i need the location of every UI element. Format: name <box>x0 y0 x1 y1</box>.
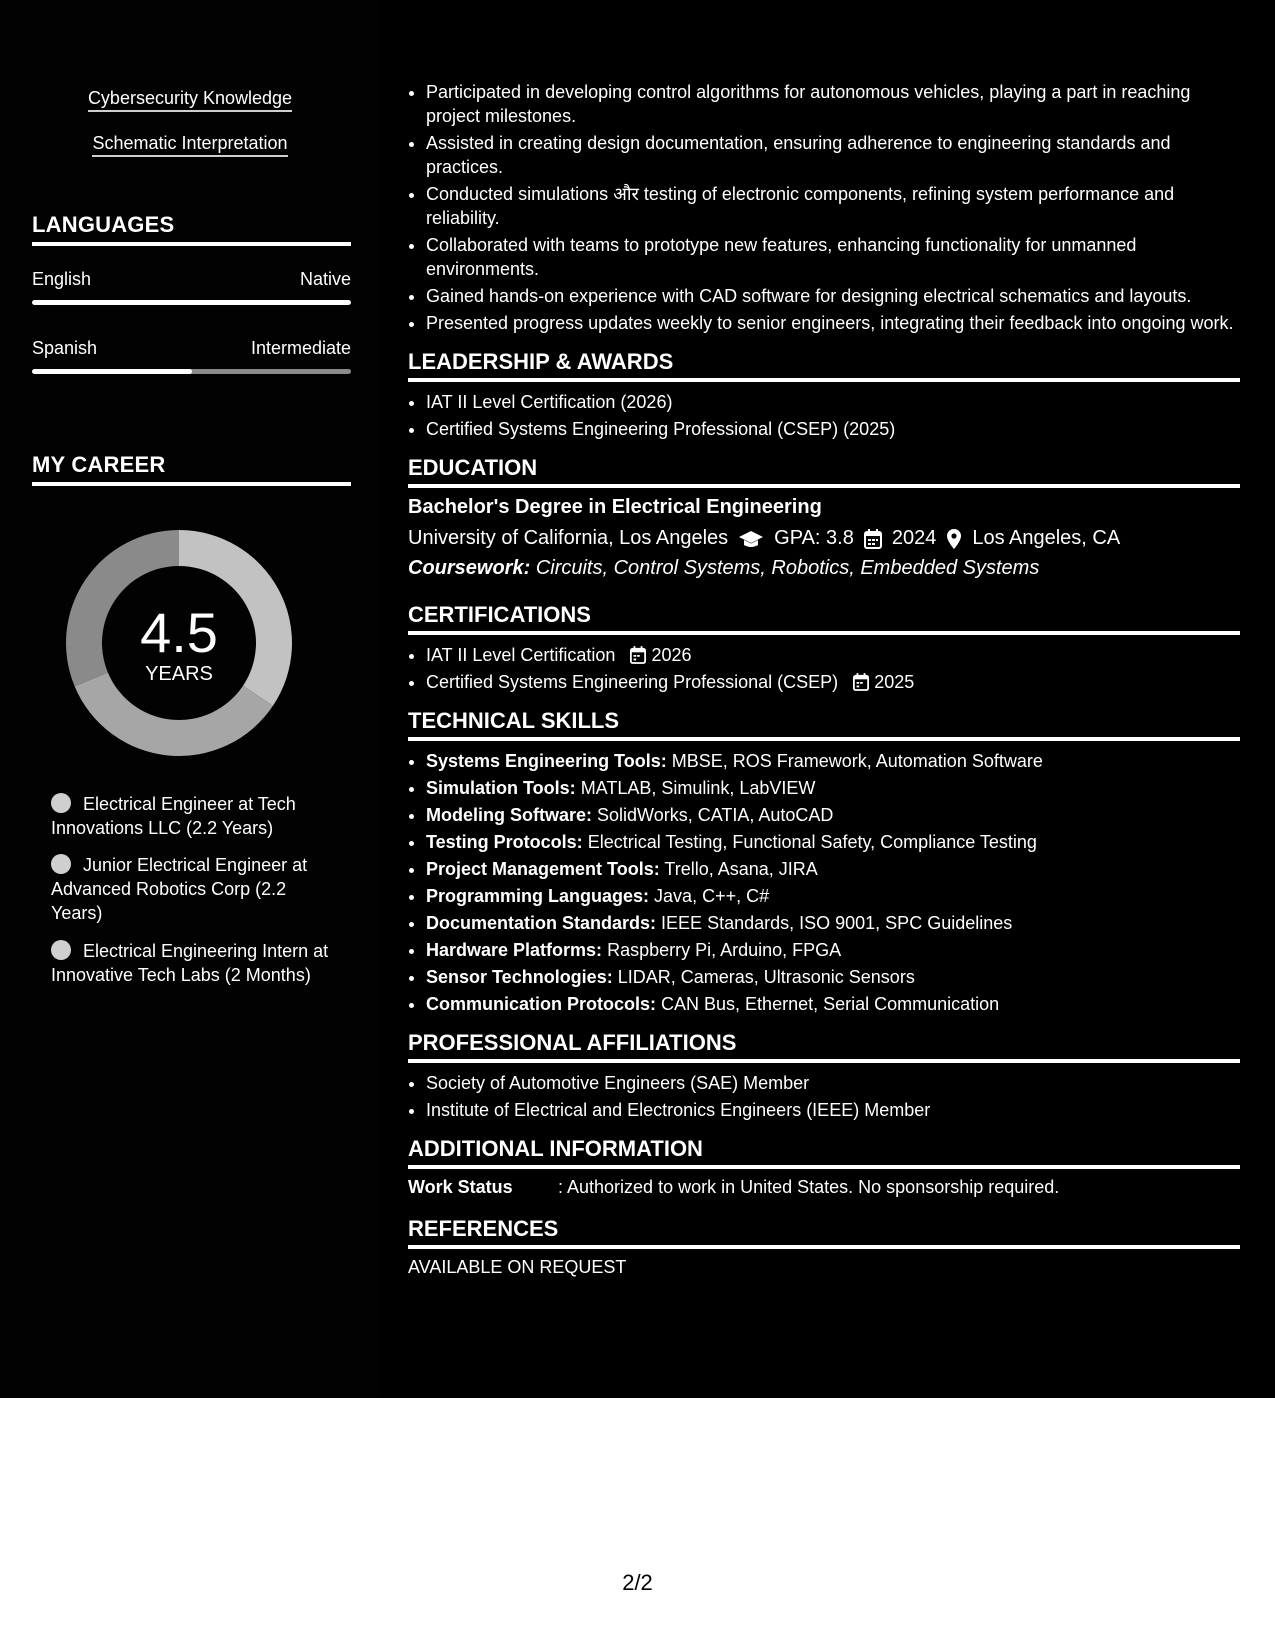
list-item: • Society of Automotive Engineers (SAE) Member <box>426 1071 1240 1095</box>
calendar-icon <box>853 673 869 691</box>
list-item: • Collaborated with teams to prototype new features, enhancing functionality for unmanned environments. <box>426 233 1240 281</box>
language-bar-fill <box>32 369 192 374</box>
main-content <box>408 0 1240 1278</box>
list-item: • Certified Systems Engineering Professional (CSEP) 2025 <box>426 670 1240 694</box>
experience-bullets <box>408 80 1240 335</box>
legend-dot <box>51 854 71 874</box>
language-name: English <box>32 269 92 289</box>
leadership-heading: LEADERSHIP & AWARDS <box>408 349 1240 382</box>
career-years-unit: YEARS <box>145 663 213 685</box>
legend-dot <box>51 940 71 960</box>
calendar-icon <box>864 529 882 549</box>
list-item: • Conducted simulations और testing of electronic components, refining system performance and reliability. <box>426 182 1240 230</box>
references-text: AVAILABLE ON REQUEST <box>408 1257 627 1277</box>
list-item: • Certified Systems Engineering Professional (CSEP) (2025) <box>426 417 1240 441</box>
languages-heading: LANGUAGES <box>32 212 351 246</box>
education-details <box>408 527 1240 550</box>
list-item: • Project Management Tools: Trello, Asana, JIRA <box>426 857 1240 881</box>
technical-skills-list <box>408 749 1240 1016</box>
career-item: Electrical Engineering Intern at Innovative Tech Labs (2 Months) <box>51 941 329 985</box>
school-name: University of California, Los Angeles <box>408 527 729 549</box>
work-status-value: : Authorized to work in United States. No sponsorship required. <box>558 1177 1060 1197</box>
career-item: Junior Electrical Engineer at Advanced Robotics Corp (2.2 Years) <box>51 855 308 923</box>
language-bar-fill <box>32 300 351 305</box>
list-item: • Sensor Technologies: LIDAR, Cameras, Ultrasonic Sensors <box>426 965 1240 989</box>
language-spanish <box>32 338 351 359</box>
list-item: • Presented progress updates weekly to senior engineers, integrating their feedback into ongoing work. <box>426 311 1240 335</box>
career-heading: MY CAREER <box>32 452 351 486</box>
list-item: • Gained hands-on experience with CAD software for designing electrical schematics and layouts. <box>426 284 1240 308</box>
language-english <box>32 269 351 290</box>
list-item: • Simulation Tools: MATLAB, Simulink, LabVIEW <box>426 776 1240 800</box>
list-item: • IAT II Level Certification 2026 <box>426 643 1240 667</box>
references-heading: REFERENCES <box>408 1216 1240 1249</box>
language-level: Intermediate <box>250 338 351 358</box>
skill-link-schematic[interactable]: Schematic Interpretation <box>0 133 380 154</box>
list-item: • Documentation Standards: IEEE Standards, ISO 9001, SPC Guidelines <box>426 911 1240 935</box>
legend-dot <box>51 793 71 813</box>
language-bar-spanish <box>32 369 351 374</box>
affiliations-list <box>408 1071 1240 1122</box>
additional-info-heading: ADDITIONAL INFORMATION <box>408 1136 1240 1169</box>
language-name: Spanish <box>32 338 98 358</box>
skill-link-cybersecurity[interactable]: Cybersecurity Knowledge <box>0 88 380 109</box>
career-item: Electrical Engineer at Tech Innovations LLC (2.2 Years) <box>51 794 296 838</box>
list-item: • Institute of Electrical and Electronics Engineers (IEEE) Member <box>426 1098 1240 1122</box>
graduation-cap-icon <box>738 529 764 549</box>
certifications-heading: CERTIFICATIONS <box>408 602 1240 635</box>
leadership-list <box>408 390 1240 441</box>
list-item: • Programming Languages: Java, C++, C# <box>426 884 1240 908</box>
work-status <box>408 1177 1240 1198</box>
language-bar-english <box>32 300 351 305</box>
gpa: GPA: 3.8 <box>774 527 854 549</box>
list-item: • Participated in developing control algorithms for autonomous vehicles, playing a part in reaching project milestones. <box>426 80 1240 128</box>
career-total-years: 4.5 <box>140 601 218 664</box>
calendar-icon <box>630 646 646 664</box>
list-item: • Communication Protocols: CAN Bus, Ethernet, Serial Communication <box>426 992 1240 1016</box>
coursework: Coursework: Circuits, Control Systems, Robotics, Embedded Systems <box>408 557 1040 579</box>
degree-title: Bachelor's Degree in Electrical Engineering <box>408 496 822 518</box>
page-number: 2/2 <box>622 1570 653 1595</box>
sidebar <box>0 0 380 1398</box>
work-status-label: Work Status <box>408 1177 513 1197</box>
technical-skills-heading: TECHNICAL SKILLS <box>408 708 1240 741</box>
list-item: • Testing Protocols: Electrical Testing, Functional Safety, Compliance Testing <box>426 830 1240 854</box>
certifications-list <box>408 643 1240 694</box>
list-item: • IAT II Level Certification (2026) <box>426 390 1240 414</box>
list-item: • Assisted in creating design documentation, ensuring adherence to engineering standards and practices. <box>426 131 1240 179</box>
language-level: Native <box>299 269 351 289</box>
list-item: • Systems Engineering Tools: MBSE, ROS Framework, Automation Software <box>426 749 1240 773</box>
education-heading: EDUCATION <box>408 455 1240 488</box>
education-location: Los Angeles, CA <box>972 527 1121 549</box>
list-item: • Modeling Software: SolidWorks, CATIA, AutoCAD <box>426 803 1240 827</box>
list-item: • Hardware Platforms: Raspberry Pi, Arduino, FPGA <box>426 938 1240 962</box>
affiliations-heading: PROFESSIONAL AFFILIATIONS <box>408 1030 1240 1063</box>
graduation-year: 2024 <box>891 527 937 549</box>
map-pin-icon <box>946 528 962 550</box>
